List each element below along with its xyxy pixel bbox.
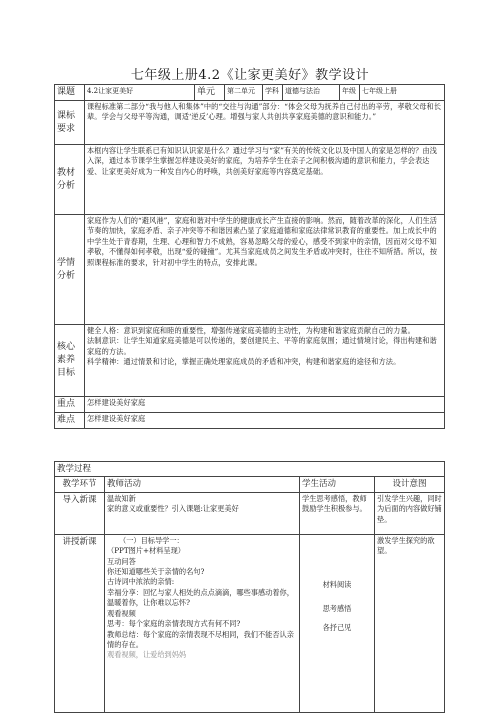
lecture-line: 观看视频 [107, 608, 136, 618]
lecture-row [55, 534, 445, 712]
intro-intent: 引发学生兴趣，同时为后面的内容做好铺垫。 [375, 492, 445, 534]
standard-label: 课标要求 [55, 101, 85, 145]
header-teacher: 教师活动 [105, 477, 300, 492]
lecture-line: 你还知道哪些关于亲情的名句? [107, 566, 205, 576]
lecture-teacher [105, 534, 300, 712]
student-text: 家庭作为人们的“避风港”，家庭和谐对中学生的健康成长产生直接的影响。然而，随着改革的深化，人们生活节奏的加快，家庭矛盾、亲子冲突等不和谐因素凸显了家庭道德和家庭法律常识教育的重要性。加上成长中的中学生处于青春期，生理、心理和智力不成熟，容易忽略父母的爱心，感受不到家中的亲情，因而对父母不知孝敬，不懂得如何孝敬，出现“爱的碰撞”。尤其当家庭成员之间发生矛盾或冲突时，往往不知所措。所以，按照课程标准的要求，针对初中学生的特点，安排此课。 [85, 215, 445, 325]
process-title-row [55, 462, 445, 477]
standard-text: 课程标准第二部分“我与他人和集体”中的“交往与沟通”部分：“体会父母为抚养自己付出的辛劳，孝敬父母和长辈。学会与父母平等沟通，调适‘逆反’心理。增强与家人共创共享家庭美德的意识和能力。” [85, 101, 445, 145]
lecture-student [300, 534, 375, 712]
core-label: 核心素养目标 [55, 325, 85, 397]
topic-value: 4.2让家更美好 [85, 85, 195, 101]
core-goal-2: 法制意识：让学生知道家庭美德是可以传递的，要创建民主、平等的家庭氛围；通过情境讨论，得出构建和谐家庭的方法。 [87, 336, 437, 356]
process-header-row [55, 477, 445, 492]
student-row [55, 215, 445, 325]
lecture-line: 幸福分享：回忆与家人相处的点点滴滴，哪些事感动着你，温暖着你，让你难以忘怀? [107, 587, 294, 608]
unit-label: 单元 [195, 85, 225, 101]
standard-row [55, 101, 445, 145]
key-label: 重点 [55, 397, 85, 413]
lecture-line: 思考：每个家庭的亲情表现方式有何不同? [107, 619, 241, 629]
student-label: 学情分析 [55, 215, 85, 325]
topic-label: 课题 [55, 85, 85, 101]
intro-row [55, 492, 445, 534]
key-row [55, 397, 445, 413]
student-activity: 思考感悟 [322, 604, 352, 614]
lecture-line: 观看视频，让爱给到妈妈 [107, 650, 187, 660]
subject-value: 道德与法治 [283, 85, 340, 101]
difficulty-row [55, 413, 445, 429]
core-goal-3: 科学精神：通过情景和讨论，掌握正确处理家庭成员的矛盾和冲突，构建和谐家庭的途径和方法。 [87, 357, 401, 367]
header-link: 教学环节 [55, 477, 105, 492]
intro-teacher-line: 家的意义或重要性？引入课题:让家更美好 [107, 504, 239, 514]
subject-label: 学科 [263, 85, 283, 101]
student-activity: 材料阅读 [322, 579, 352, 589]
difficulty-text: 怎样建设美好家庭 [85, 413, 445, 429]
intro-link: 导入新课 [55, 492, 105, 534]
key-text: 怎样建设美好家庭 [85, 397, 445, 413]
intro-student: 学生思考感悟，教师鼓励学生积极参与。 [300, 492, 375, 534]
process-table [54, 461, 445, 713]
material-label: 教材分析 [55, 145, 85, 215]
core-goal-1: 健全人格：意识到家庭和睦的重要性，增强传递家庭美德的主动性，为构建和谐家庭贡献自己的力量。 [87, 326, 415, 336]
lecture-line: 古诗词中浓浓的亲情: [107, 577, 175, 587]
grade-value: 七年级上册 [360, 85, 445, 101]
lecture-line: 互动问答 [107, 556, 136, 566]
student-activity: 各抒己见 [322, 622, 352, 632]
intro-teacher [105, 492, 300, 534]
lecture-line: （PPT图片+材料呈现） [107, 546, 185, 556]
core-row [55, 325, 445, 397]
core-text [85, 325, 445, 397]
intro-teacher-line: 温故知新 [107, 493, 136, 503]
unit-value: 第二单元 [225, 85, 263, 101]
lecture-intent: 激发学生探究的欲望。 [375, 534, 445, 712]
lecture-line: 教师总结：每个家庭的亲情表现不尽相同，我们不能否认亲情的存在。 [107, 629, 294, 649]
lecture-link: 讲授新课 [55, 534, 105, 712]
lecture-line: （一）目标导学一： [119, 535, 184, 545]
material-row [55, 145, 445, 215]
header-intent: 设计意图 [375, 477, 445, 492]
material-text: 本框内容让学生联系已有知识认识家是什么？通过学习与“家”有关的传统文化以及中国人的家是怎样的？由浅入深，通过本节课学生掌握怎样建设美好的家庭，为培养学生在亲子之间积极沟通的意识和能力，学会表达爱、让家更美好成为一种发自内心的呼唤，共创美好家庭等内容奠定基础。 [85, 145, 445, 215]
difficulty-label: 难点 [55, 413, 85, 429]
header-student: 学生活动 [300, 477, 375, 492]
process-title: 教学过程 [55, 462, 445, 477]
lesson-info-table [54, 84, 445, 429]
page-title: 七年级上册4.2《让家更美好》教学设计 [130, 68, 370, 83]
grade-label: 年级 [340, 85, 360, 101]
info-row [55, 85, 445, 101]
